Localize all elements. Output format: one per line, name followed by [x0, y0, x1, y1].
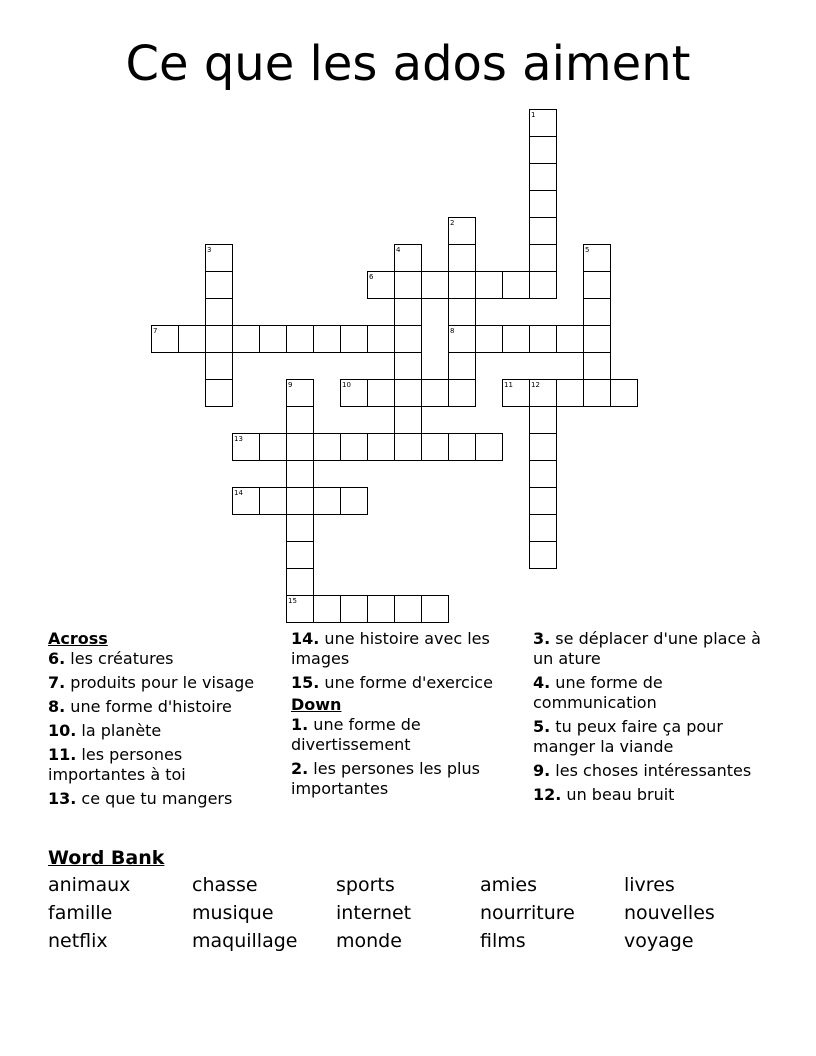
grid-cell[interactable]	[286, 541, 314, 569]
grid-cell[interactable]	[205, 379, 233, 407]
word-bank-item: maquillage	[192, 930, 298, 952]
grid-cell[interactable]	[340, 487, 368, 515]
grid-cell[interactable]	[259, 325, 287, 353]
grid-cell[interactable]	[529, 136, 557, 164]
clue-number-label: 14	[234, 489, 243, 497]
grid-cell[interactable]	[529, 190, 557, 218]
grid-cell[interactable]	[340, 433, 368, 461]
grid-cell[interactable]	[448, 244, 476, 272]
grid-cell[interactable]	[529, 460, 557, 488]
grid-cell[interactable]	[529, 325, 557, 353]
clue-down-4: 4. une forme de communication	[533, 673, 663, 712]
clue-across-11: 11. les persones importantes à toi	[48, 745, 186, 784]
grid-cell[interactable]	[205, 325, 233, 353]
word-bank-item: nourriture	[480, 902, 575, 924]
grid-cell[interactable]	[394, 379, 422, 407]
clue-down-9: 9. les choses intéressantes	[533, 761, 752, 780]
grid-cell[interactable]	[502, 325, 530, 353]
word-bank-item: nouvelles	[624, 902, 715, 924]
grid-cell[interactable]	[205, 298, 233, 326]
grid-cell[interactable]	[448, 379, 476, 407]
grid-cell[interactable]	[421, 379, 449, 407]
grid-cell[interactable]	[259, 433, 287, 461]
grid-cell[interactable]	[448, 298, 476, 326]
clue-number-label: 3	[207, 246, 212, 254]
grid-cell[interactable]	[394, 271, 422, 299]
grid-cell[interactable]	[259, 487, 287, 515]
grid-cell[interactable]	[394, 325, 422, 353]
grid-cell[interactable]	[394, 352, 422, 380]
grid-cell[interactable]	[367, 433, 395, 461]
clue-number-label: 7	[153, 327, 158, 335]
word-bank-item: internet	[336, 902, 412, 924]
clue-across-13: 13. ce que tu mangers	[48, 789, 233, 808]
word-bank-item: famille	[48, 902, 113, 924]
clue-number-label: 11	[504, 381, 513, 389]
grid-cell[interactable]	[286, 325, 314, 353]
word-bank-item: chasse	[192, 874, 258, 896]
grid-cell[interactable]	[286, 568, 314, 596]
grid-cell[interactable]	[178, 325, 206, 353]
grid-cell[interactable]	[313, 325, 341, 353]
grid-cell[interactable]	[232, 325, 260, 353]
grid-cell[interactable]	[286, 433, 314, 461]
clue-number-label: 15	[288, 597, 297, 605]
clue-across-7: 7. produits pour le visage	[48, 673, 255, 692]
grid-cell[interactable]	[475, 325, 503, 353]
grid-cell[interactable]	[340, 325, 368, 353]
grid-cell[interactable]	[610, 379, 638, 407]
grid-cell[interactable]	[529, 271, 557, 299]
clue-number-label: 5	[585, 246, 590, 254]
clue-across-10: 10. la planète	[48, 721, 162, 740]
grid-cell[interactable]	[367, 595, 395, 623]
grid-cell[interactable]	[529, 541, 557, 569]
word-bank-item: animaux	[48, 874, 131, 896]
grid-cell[interactable]	[583, 271, 611, 299]
grid-cell[interactable]	[421, 433, 449, 461]
grid-cell[interactable]	[529, 514, 557, 542]
grid-cell[interactable]	[313, 433, 341, 461]
clue-number-label: 9	[288, 381, 293, 389]
clues-column-2	[291, 629, 527, 803]
grid-cell[interactable]	[475, 271, 503, 299]
word-bank-title: Word Bank	[48, 847, 165, 869]
clues-column-3	[533, 629, 773, 809]
grid-cell[interactable]	[421, 595, 449, 623]
grid-cell[interactable]	[448, 352, 476, 380]
grid-cell[interactable]	[529, 406, 557, 434]
grid-cell[interactable]	[394, 406, 422, 434]
grid-cell[interactable]	[394, 433, 422, 461]
clue-across-15: 15. une forme d'exercice	[291, 673, 493, 692]
grid-cell[interactable]	[286, 460, 314, 488]
across-heading: Across	[48, 629, 108, 648]
word-bank-item: films	[480, 930, 526, 952]
grid-cell[interactable]	[394, 298, 422, 326]
clue-across-14: 14. une histoire avec les images	[291, 629, 490, 668]
clue-number-label: 10	[342, 381, 351, 389]
down-heading: Down	[291, 695, 342, 714]
page-title: Ce que les ados aiment	[125, 36, 691, 92]
grid-cell[interactable]	[475, 433, 503, 461]
grid-cell[interactable]	[529, 163, 557, 191]
grid-cell[interactable]	[313, 487, 341, 515]
clue-down-12: 12. un beau bruit	[533, 785, 675, 804]
clue-down-3: 3. se déplacer d'une place à un ature	[533, 629, 761, 668]
clue-down-1: 1. une forme de divertissement	[291, 715, 421, 754]
word-bank-item: netflix	[48, 930, 108, 952]
clue-across-8: 8. une forme d'histoire	[48, 697, 232, 716]
clue-number-label: 13	[234, 435, 243, 443]
grid-cell[interactable]	[529, 433, 557, 461]
grid-cell[interactable]	[448, 271, 476, 299]
word-bank	[48, 874, 768, 958]
grid-cell[interactable]	[421, 271, 449, 299]
grid-cell[interactable]	[205, 271, 233, 299]
clues-column-1	[48, 629, 278, 813]
grid-cell[interactable]	[556, 325, 584, 353]
clue-number-label: 2	[450, 219, 455, 227]
grid-cell[interactable]	[583, 325, 611, 353]
word-bank-item: monde	[336, 930, 402, 952]
grid-cell[interactable]	[583, 379, 611, 407]
clue-number-label: 6	[369, 273, 374, 281]
grid-cell[interactable]	[556, 379, 584, 407]
clue-number-label: 4	[396, 246, 401, 254]
grid-cell[interactable]	[205, 352, 233, 380]
word-bank-item: livres	[624, 874, 675, 896]
grid-cell[interactable]	[286, 487, 314, 515]
grid-cell[interactable]	[448, 433, 476, 461]
grid-cell[interactable]	[529, 487, 557, 515]
grid-cell[interactable]	[583, 298, 611, 326]
word-bank-item: amies	[480, 874, 538, 896]
word-bank-item: voyage	[624, 930, 694, 952]
grid-cell[interactable]	[394, 595, 422, 623]
clue-number-label: 8	[450, 327, 455, 335]
grid-cell[interactable]	[529, 244, 557, 272]
grid-cell[interactable]	[286, 406, 314, 434]
grid-cell[interactable]	[367, 325, 395, 353]
clue-down-5: 5. tu peux faire ça pour manger la viande	[533, 717, 723, 756]
clue-down-2: 2. les persones les plus importantes	[291, 759, 480, 798]
grid-cell[interactable]	[529, 217, 557, 245]
grid-cell[interactable]	[367, 379, 395, 407]
grid-cell[interactable]	[502, 271, 530, 299]
grid-cell[interactable]	[340, 595, 368, 623]
word-bank-item: sports	[336, 874, 395, 896]
grid-cell[interactable]	[583, 352, 611, 380]
clue-number-label: 1	[531, 111, 536, 119]
word-bank-item: musique	[192, 902, 274, 924]
grid-cell[interactable]	[286, 514, 314, 542]
clue-number-label: 12	[531, 381, 540, 389]
grid-cell[interactable]	[313, 595, 341, 623]
clue-across-6: 6. les créatures	[48, 649, 174, 668]
